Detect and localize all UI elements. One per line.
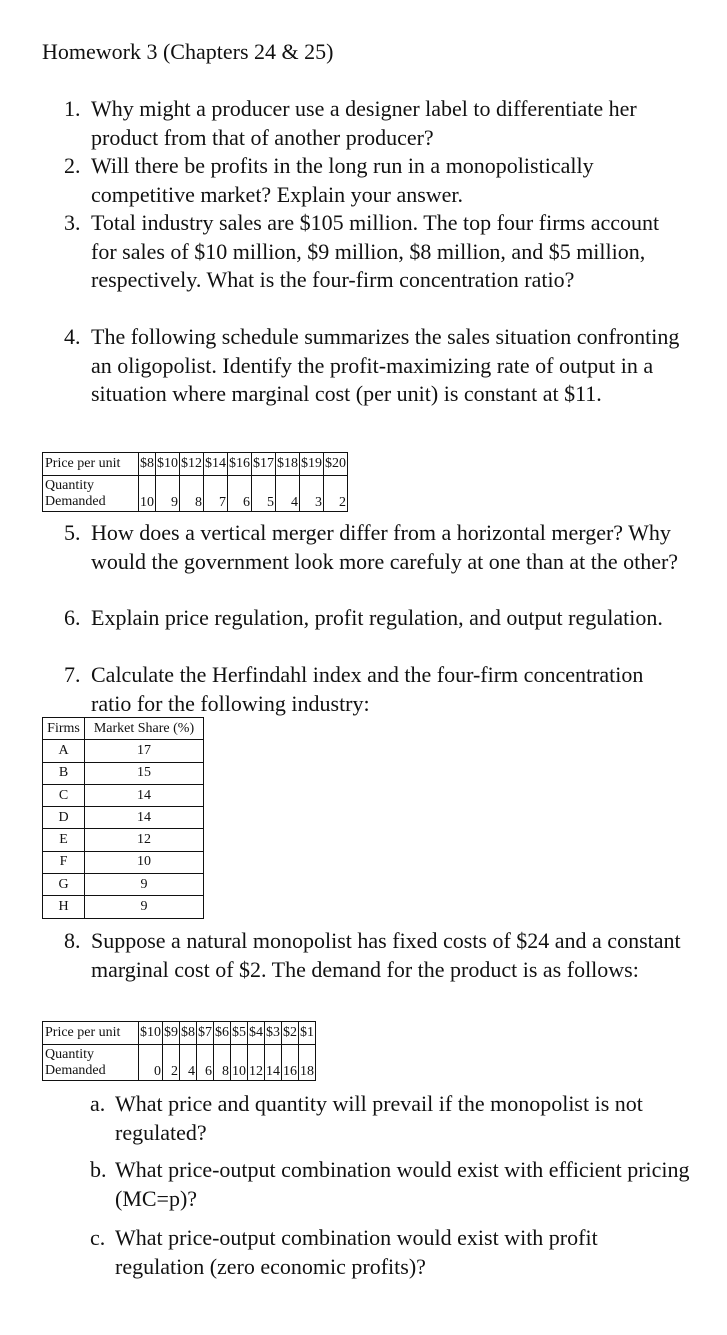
subquestion-text: What price-output combination would exist with profit regulation (zero economic profits)? [115, 1225, 598, 1279]
share-cell: 12 [85, 829, 204, 851]
question-number: 3. [64, 210, 81, 235]
question-text: The following schedule summarizes the sales situation confronting an oligopolist. Identify the profit-maximizing rate of output in a situation where marginal cost (per unit) is constant at $11. [91, 324, 680, 406]
question-text: Total industry sales are $105 million. The top four firms account for sales of $10 million, $9 million, $8 million, and $5 million, respectively. What is the four-firm concentration ratio? [91, 210, 660, 292]
quantity-cell: 8 [180, 476, 204, 512]
quantity-label: Quantity Demanded [43, 1045, 139, 1081]
price-cell: $6 [214, 1022, 231, 1045]
question-1 [64, 95, 689, 152]
subquestion-text: What price-output combination would exist with efficient pricing (MC=p)? [115, 1157, 690, 1211]
subquestion-letter: c. [90, 1225, 106, 1250]
oligopolist-schedule-table [42, 452, 348, 512]
question-5 [64, 519, 689, 576]
quantity-cell: 12 [248, 1045, 265, 1081]
table-row [43, 829, 204, 851]
table-row [43, 762, 204, 784]
firm-cell: D [43, 807, 85, 829]
share-cell: 17 [85, 740, 204, 762]
market-share-table [42, 717, 204, 919]
question-number: 4. [64, 324, 81, 349]
price-cell: $20 [324, 453, 348, 476]
question-number: 7. [64, 662, 81, 687]
share-cell: 14 [85, 784, 204, 806]
price-cell: $18 [276, 453, 300, 476]
share-cell: 14 [85, 807, 204, 829]
firm-cell: G [43, 874, 85, 896]
market-share-header: Market Share (%) [85, 718, 204, 740]
quantity-label: Quantity Demanded [43, 476, 139, 512]
quantity-cell: 0 [139, 1045, 163, 1081]
firm-cell: F [43, 851, 85, 873]
price-cell: $9 [163, 1022, 180, 1045]
question-text: Calculate the Herfindahl index and the four-firm concentration ratio for the following industry: [91, 662, 644, 716]
subquestion-letter: b. [90, 1157, 107, 1182]
quantity-cell: 2 [163, 1045, 180, 1081]
price-label: Price per unit [43, 453, 139, 476]
table-row [43, 740, 204, 762]
quantity-row [43, 1045, 316, 1081]
table-row [43, 807, 204, 829]
quantity-cell: 8 [214, 1045, 231, 1081]
share-cell: 10 [85, 851, 204, 873]
question-text: Explain price regulation, profit regulation, and output regulation. [91, 605, 663, 630]
price-cell: $10 [139, 1022, 163, 1045]
quantity-cell: 3 [300, 476, 324, 512]
subquestion-a [90, 1090, 690, 1147]
price-cell: $17 [252, 453, 276, 476]
quantity-cell: 4 [276, 476, 300, 512]
subquestion-text: What price and quantity will prevail if the monopolist is not regulated? [115, 1091, 643, 1145]
question-3 [64, 209, 689, 295]
question-8 [64, 927, 689, 984]
question-4 [64, 323, 689, 409]
quantity-cell: 4 [180, 1045, 197, 1081]
quantity-row [43, 476, 348, 512]
table-row [43, 874, 204, 896]
firm-cell: E [43, 829, 85, 851]
quantity-cell: 10 [139, 476, 156, 512]
quantity-cell: 6 [228, 476, 252, 512]
price-cell: $16 [228, 453, 252, 476]
quantity-cell: 18 [299, 1045, 316, 1081]
price-cell: $10 [156, 453, 180, 476]
question-text: How does a vertical merger differ from a horizontal merger? Why would the government look more carefuly at one than at the other? [91, 520, 679, 574]
price-cell: $19 [300, 453, 324, 476]
question-text: Why might a producer use a designer label to differentiate her product from that of another producer? [91, 96, 637, 150]
price-cell: $2 [282, 1022, 299, 1045]
share-cell: 9 [85, 874, 204, 896]
quantity-cell: 5 [252, 476, 276, 512]
price-cell: $4 [248, 1022, 265, 1045]
quantity-cell: 7 [204, 476, 228, 512]
price-cell: $1 [299, 1022, 316, 1045]
quantity-cell: 16 [282, 1045, 299, 1081]
price-cell: $14 [204, 453, 228, 476]
question-6 [64, 604, 689, 633]
firm-cell: C [43, 784, 85, 806]
price-row [43, 1022, 316, 1045]
firm-cell: H [43, 896, 85, 918]
subquestion-letter: a. [90, 1091, 106, 1116]
quantity-cell: 9 [156, 476, 180, 512]
price-cell: $12 [180, 453, 204, 476]
price-label: Price per unit [43, 1022, 139, 1045]
price-row [43, 453, 348, 476]
question-number: 8. [64, 928, 81, 953]
table-row [43, 784, 204, 806]
table-row [43, 896, 204, 918]
subquestion-c [90, 1224, 690, 1281]
question-number: 1. [64, 96, 81, 121]
firms-header: Firms [43, 718, 85, 740]
table-header-row [43, 718, 204, 740]
price-cell: $5 [231, 1022, 248, 1045]
quantity-cell: 6 [197, 1045, 214, 1081]
price-cell: $3 [265, 1022, 282, 1045]
quantity-cell: 2 [324, 476, 348, 512]
question-text: Will there be profits in the long run in a monopolistically competitive market? Explain your answer. [91, 153, 594, 207]
quantity-cell: 14 [265, 1045, 282, 1081]
price-cell: $8 [139, 453, 156, 476]
price-cell: $8 [180, 1022, 197, 1045]
share-cell: 9 [85, 896, 204, 918]
firm-cell: A [43, 740, 85, 762]
price-cell: $7 [197, 1022, 214, 1045]
page-title: Homework 3 (Chapters 24 & 25) [42, 39, 334, 64]
quantity-cell: 10 [231, 1045, 248, 1081]
question-number: 5. [64, 520, 81, 545]
table-row [43, 851, 204, 873]
question-2 [64, 152, 689, 209]
share-cell: 15 [85, 762, 204, 784]
question-number: 2. [64, 153, 81, 178]
question-7 [64, 661, 689, 718]
monopolist-demand-table [42, 1021, 316, 1081]
question-number: 6. [64, 605, 81, 630]
question-text: Suppose a natural monopolist has fixed costs of $24 and a constant marginal cost of $2. The demand for the product is as follows: [91, 928, 681, 982]
subquestion-b [90, 1156, 690, 1213]
firm-cell: B [43, 762, 85, 784]
